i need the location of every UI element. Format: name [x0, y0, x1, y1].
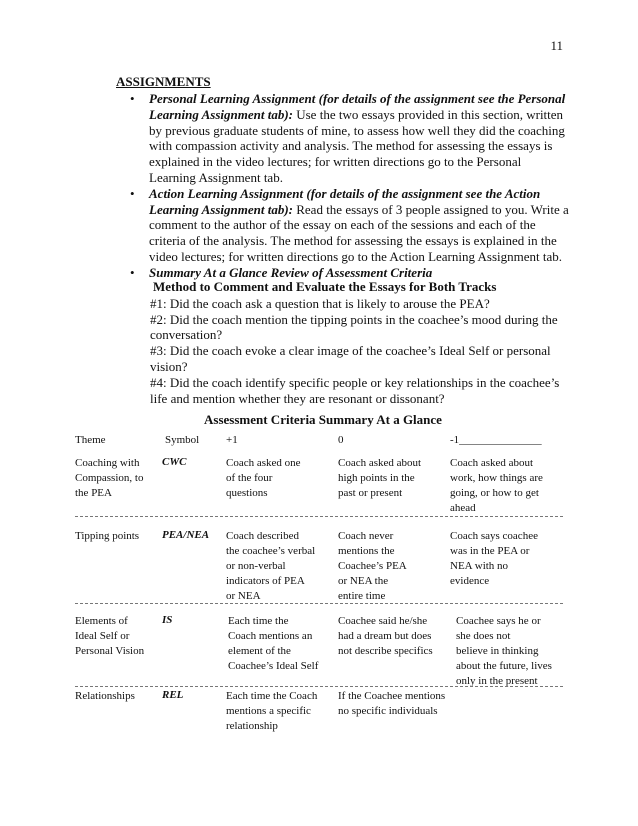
- header-minus1: -1_______________: [450, 434, 542, 446]
- cell-minus1: Coach says coachee was in the PEA or NEA with no evidence: [450, 530, 538, 587]
- cell-theme: Elements of Ideal Self or Personal Vision: [75, 615, 145, 657]
- cell-symbol: PEA/NEA: [162, 529, 210, 541]
- question: #4: Did the coach identify specific people or key relationships in the coachee’s life and mention whether they are resonant or dissonant?: [150, 374, 560, 406]
- bullet-icon: •: [130, 264, 135, 280]
- cell-plus1: Each time the Coach mentions a specific relationship: [226, 690, 318, 732]
- cell-zero: Coach never mentions the Coachee’s PEA or NEA the entire time: [338, 530, 407, 602]
- method-title: Method to Comment and Evaluate the Essays for Both Tracks: [153, 279, 497, 294]
- page-number: 11: [550, 38, 563, 53]
- question: #1: Did the coach ask a question that is likely to arouse the PEA?: [150, 295, 490, 311]
- header-zero: 0: [338, 434, 344, 446]
- list-item: [130, 186, 570, 265]
- cell-plus1: Coach asked one of the four questions: [226, 457, 301, 499]
- cell-symbol: REL: [162, 689, 184, 701]
- assignment-title: Action Learning Assignment (for details of the assignment see the Action Learning Assignment tab):: [149, 185, 541, 217]
- cell-symbol: IS: [162, 614, 173, 626]
- header-plus1: +1: [226, 434, 238, 446]
- cell-zero: Coach asked about high points in the past or present: [338, 457, 422, 499]
- assignment-title: Personal Learning Assignment (for details of the assignment see the Personal Learning Assignment tab):: [149, 91, 566, 122]
- cell-theme: Relationships: [75, 690, 135, 702]
- header-symbol: Symbol: [165, 434, 200, 446]
- assignments-heading: ASSIGNMENTS: [116, 74, 211, 89]
- bullet-icon: •: [130, 185, 135, 201]
- table-title: Assessment Criteria Summary At a Glance: [204, 412, 442, 427]
- assignment-body: Use the two essays provided in this section, written by previous graduate students of mine, to assess how well they did the coaching with compassion activity and analysis. The method for assessing the essays is explained in the video lectures; for written directions go to the Personal Learning Assignment tab.: [149, 106, 565, 185]
- row-divider: [75, 516, 563, 517]
- cell-symbol: CWC: [162, 456, 187, 468]
- cell-minus1: Coach asked about work, how things are going, or how to get ahead: [450, 457, 543, 514]
- header-theme: Theme: [75, 434, 106, 446]
- assignment-list: [130, 91, 570, 281]
- row-divider: [75, 686, 563, 687]
- cell-minus1: Coachee says he or she does not believe in thinking about the future, lives only in the present: [456, 615, 552, 687]
- cell-zero: Coachee said he/she had a dream but does not describe specifics: [338, 615, 433, 657]
- assignment-body: Read the essays of 3 people assigned to you. Write a comment to the author of the essay on each of the sessions and each of the criteria of the analysis. The method for assessing the essays is explained in the video lectures; for written directions go to the Action Learning Assignment tab.: [149, 201, 569, 264]
- assignment-title: Summary At a Glance Review of Assessment Criteria: [149, 264, 433, 280]
- cell-plus1: Each time the Coach mentions an element of the Coachee’s Ideal Self: [228, 615, 319, 672]
- cell-zero: If the Coachee mentions no specific individuals: [338, 690, 446, 717]
- cell-theme: Coaching with Compassion, to the PEA: [75, 457, 144, 499]
- cell-plus1: Coach described the coachee’s verbal or non-verbal indicators of PEA or NEA: [226, 530, 316, 602]
- question: #2: Did the coach mention the tipping points in the coachee’s mood during the conversation?: [150, 311, 558, 343]
- cell-theme: Tipping points: [75, 530, 140, 542]
- row-divider: [75, 603, 563, 604]
- bullet-icon: •: [130, 91, 135, 106]
- method-section: [150, 279, 560, 406]
- question: #3: Did the coach evoke a clear image of the coachee’s Ideal Self or personal vision?: [150, 343, 551, 374]
- list-item: [130, 91, 570, 186]
